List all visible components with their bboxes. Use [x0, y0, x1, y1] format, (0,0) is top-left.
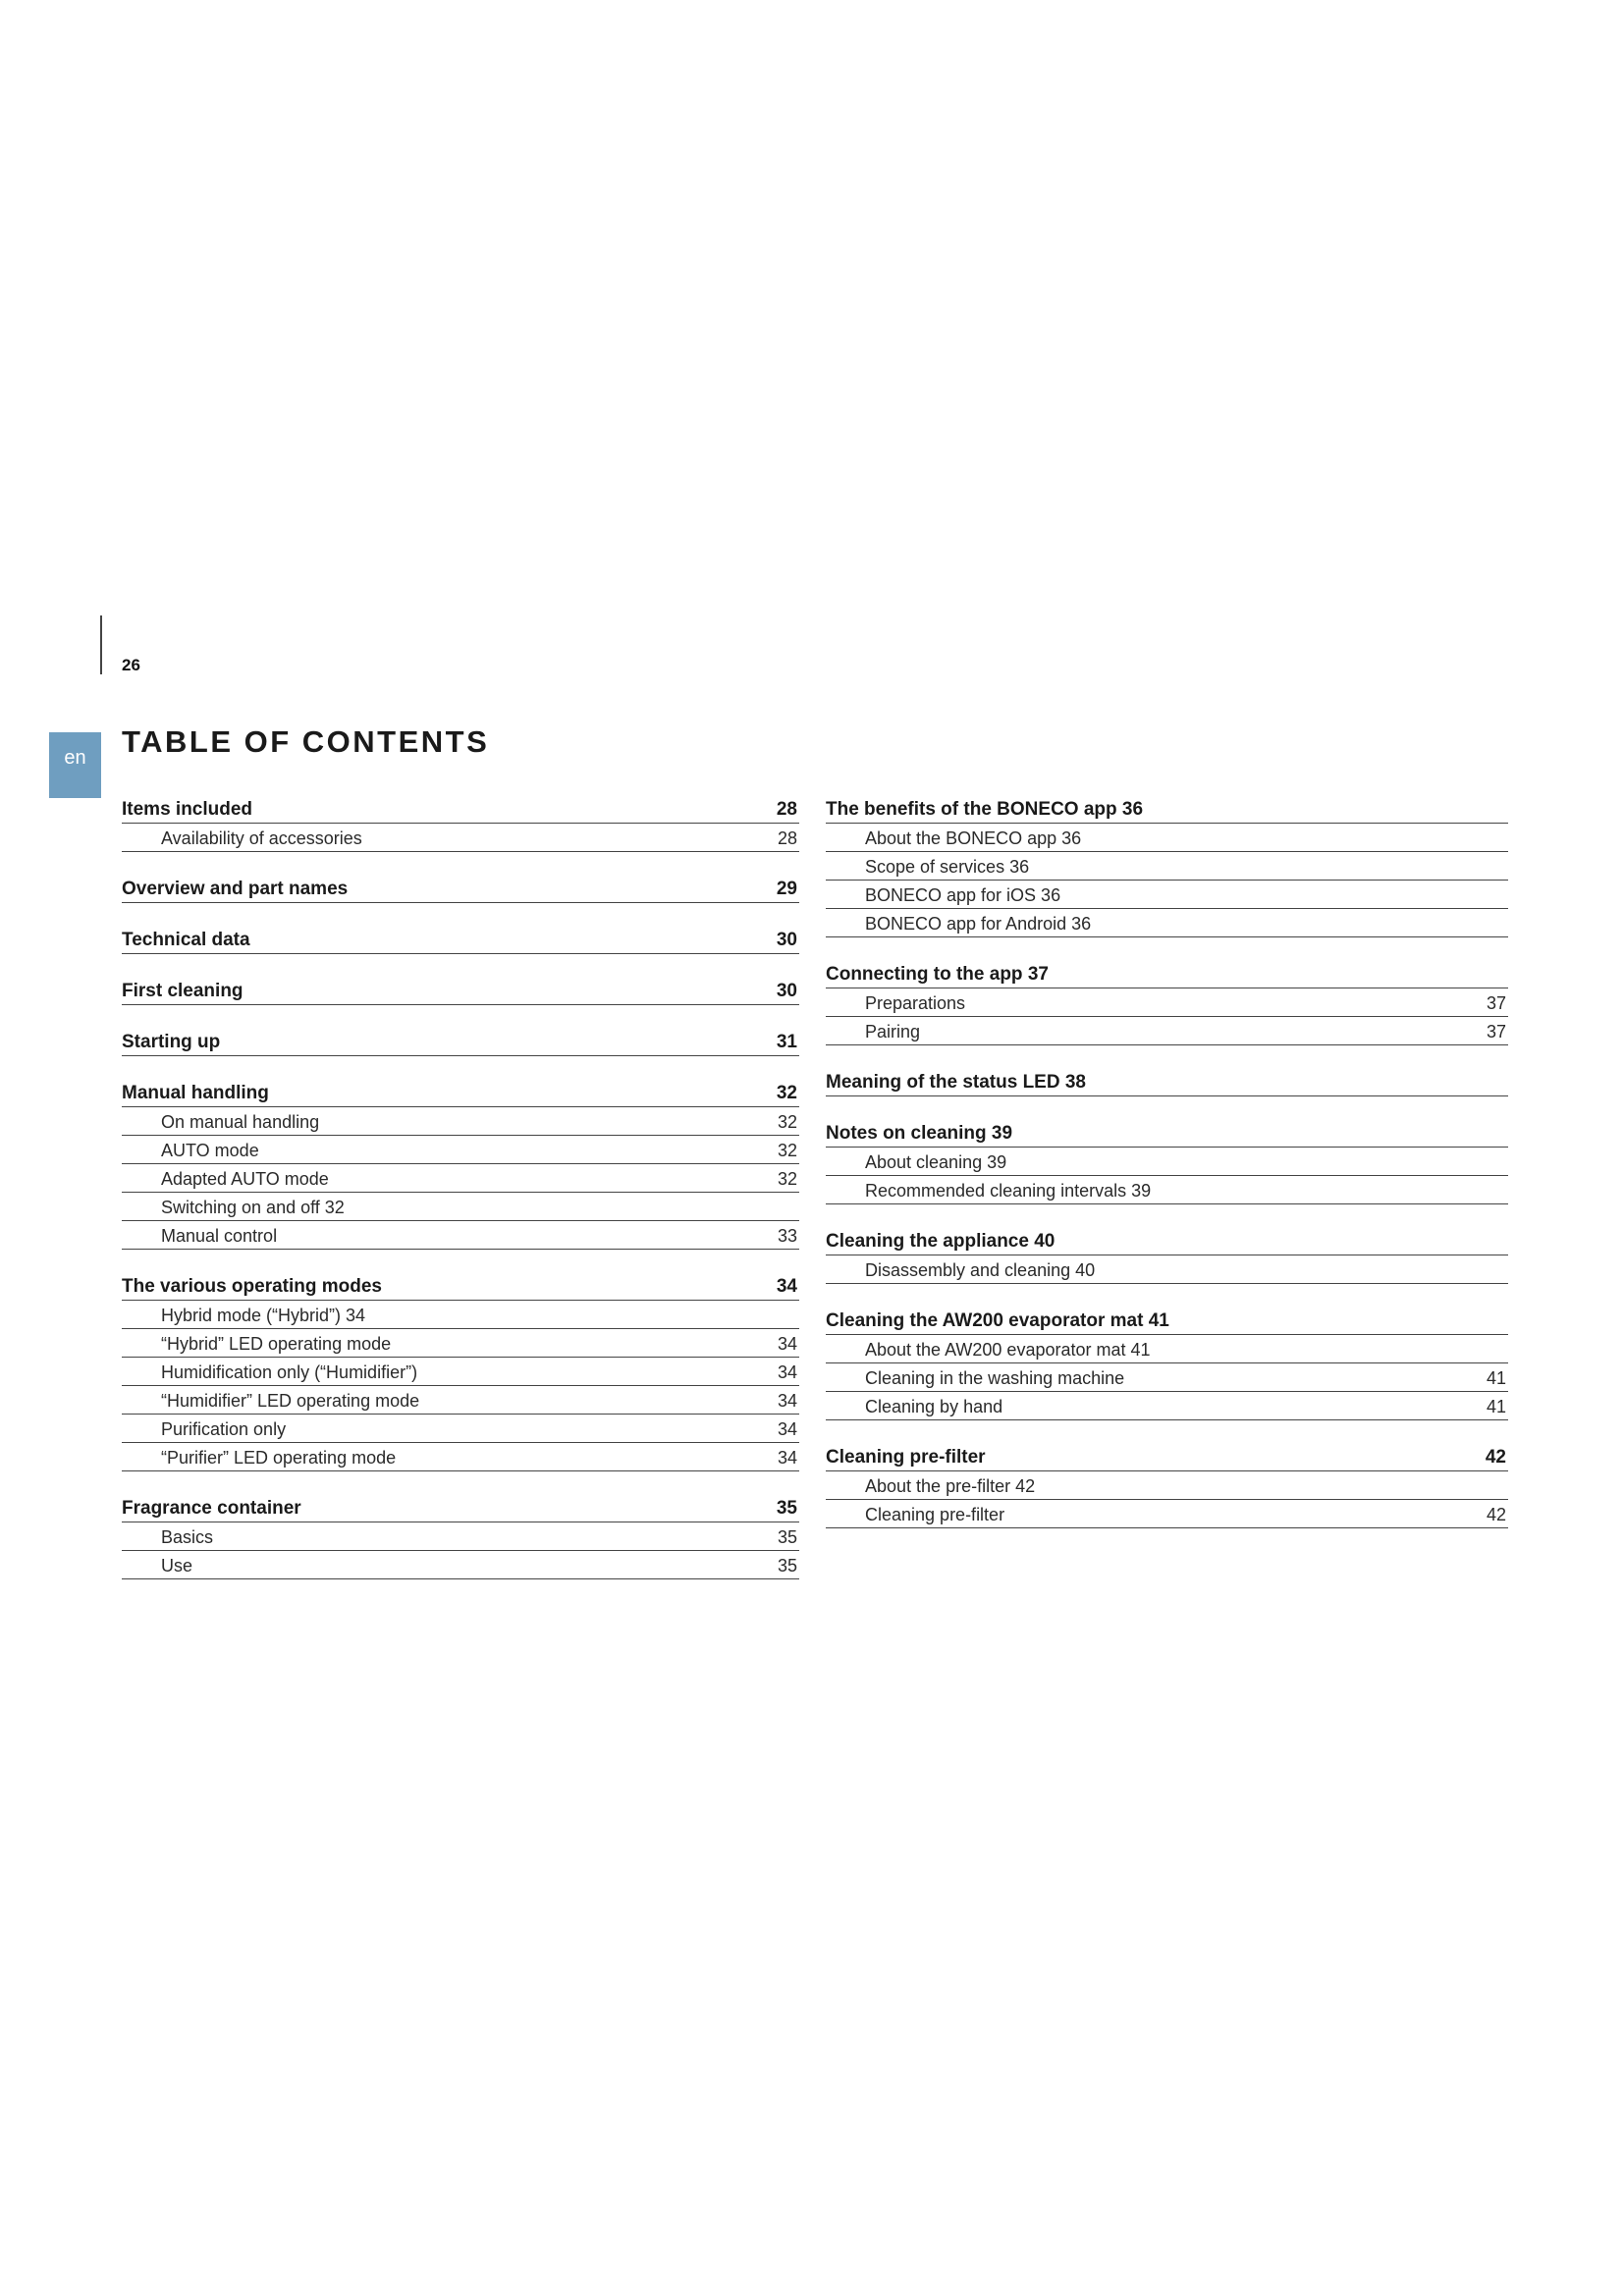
toc-section: [122, 1265, 799, 1471]
toc-subentry-page: 28: [777, 828, 797, 848]
toc-subentry[interactable]: [122, 1107, 799, 1136]
toc-left-column: [122, 788, 799, 1579]
page-margin-rule: [100, 615, 102, 674]
toc-section: [826, 1061, 1508, 1096]
toc-entry[interactable]: [122, 970, 799, 1005]
toc-entry-page: 28: [776, 799, 797, 820]
toc-entry-page: 34: [776, 1276, 797, 1297]
toc-subentry-page: 32: [777, 1112, 797, 1132]
toc-subentry-title: Use: [161, 1556, 193, 1575]
toc-subentry-title: About the pre-filter 42: [865, 1476, 1036, 1496]
section-gap: [122, 954, 799, 970]
toc-subentry[interactable]: [122, 1551, 799, 1579]
toc-entry[interactable]: [122, 788, 799, 824]
toc-subentry-title: Availability of accessories: [161, 828, 362, 848]
toc-subentry-title: Hybrid mode (“Hybrid”) 34: [161, 1306, 366, 1325]
section-gap: [122, 1471, 799, 1487]
toc-subentry-title: Cleaning pre-filter: [865, 1505, 1005, 1524]
toc-subentry-title: About the AW200 evaporator mat 41: [865, 1340, 1151, 1360]
toc-section: [826, 1436, 1508, 1528]
toc-subentry-page: 41: [1486, 1368, 1506, 1388]
toc-entry-title: Overview and part names: [122, 879, 349, 899]
toc-entry[interactable]: [826, 788, 1508, 824]
section-gap: [122, 1056, 799, 1072]
toc-subentry-title: BONECO app for iOS 36: [865, 885, 1061, 905]
section-gap: [826, 1284, 1508, 1300]
toc-subentry-page: 37: [1486, 1022, 1506, 1041]
section-gap: [826, 937, 1508, 953]
toc-section: [826, 1220, 1508, 1284]
toc-subentry[interactable]: [122, 1358, 799, 1386]
toc-subentry-page: 41: [1486, 1397, 1506, 1416]
toc-entry-page: 42: [1485, 1447, 1506, 1468]
toc-section: [122, 970, 799, 1005]
toc-subentry-title: Cleaning by hand: [865, 1397, 1003, 1416]
toc-subentry-title: Basics: [161, 1527, 214, 1547]
toc-subentry[interactable]: [826, 1176, 1508, 1204]
toc-subentry[interactable]: [122, 824, 799, 852]
toc-subentry-title: “Humidifier” LED operating mode: [161, 1391, 420, 1411]
toc-subentry[interactable]: [122, 1386, 799, 1415]
toc-subentry[interactable]: [826, 988, 1508, 1017]
toc-entry-title: The various operating modes: [122, 1276, 382, 1297]
toc-subentry[interactable]: [826, 852, 1508, 881]
toc-section: [122, 868, 799, 903]
section-gap: [826, 1045, 1508, 1061]
toc-entry-title: Cleaning the appliance 40: [826, 1231, 1056, 1252]
section-gap: [826, 1096, 1508, 1112]
toc-right-column: [826, 788, 1508, 1528]
toc-subentry-page: 32: [777, 1141, 797, 1160]
toc-entry-title: Cleaning pre-filter: [826, 1447, 986, 1468]
toc-subentry-title: Switching on and off 32: [161, 1198, 345, 1217]
toc-entry[interactable]: [122, 1265, 799, 1301]
toc-subentry[interactable]: [826, 824, 1508, 852]
toc-entry-title: Fragrance container: [122, 1498, 301, 1519]
toc-entry[interactable]: [122, 1487, 799, 1522]
toc-subentry-page: 32: [777, 1169, 797, 1189]
toc-subentry-title: About cleaning 39: [865, 1152, 1007, 1172]
toc-entry-page: 29: [776, 879, 797, 899]
section-gap: [122, 903, 799, 919]
toc-entry-page: 32: [776, 1083, 797, 1103]
toc-entry-title: First cleaning: [122, 981, 244, 1001]
toc-subentry[interactable]: [826, 1363, 1508, 1392]
toc-subentry-title: “Hybrid” LED operating mode: [161, 1334, 392, 1354]
toc-subentry[interactable]: [122, 1193, 799, 1221]
section-gap: [122, 852, 799, 868]
toc-subentry[interactable]: [122, 1136, 799, 1164]
toc-subentry[interactable]: [122, 1164, 799, 1193]
toc-subentry[interactable]: [826, 1392, 1508, 1420]
toc-subentry-page: 33: [777, 1226, 797, 1246]
page-number: 26: [122, 656, 140, 674]
language-tab: en: [49, 732, 101, 798]
toc-entry-title: Items included: [122, 799, 253, 820]
toc-section: [826, 788, 1508, 937]
toc-section: [122, 788, 799, 852]
toc-subentry-page: 34: [777, 1448, 797, 1468]
toc-subentry-page: 34: [777, 1334, 797, 1354]
toc-subentry-page: 34: [777, 1419, 797, 1439]
toc-subentry-title: “Purifier” LED operating mode: [161, 1448, 397, 1468]
toc-entry[interactable]: [826, 1112, 1508, 1148]
toc-subentry-title: Recommended cleaning intervals 39: [865, 1181, 1152, 1201]
toc-entry-page: 31: [776, 1032, 797, 1052]
toc-section: [826, 1300, 1508, 1420]
toc-subentry-page: 42: [1486, 1505, 1506, 1524]
toc-section: [122, 1487, 799, 1579]
toc-subentry-title: Adapted AUTO mode: [161, 1169, 329, 1189]
toc-subentry[interactable]: [826, 1335, 1508, 1363]
toc-subentry[interactable]: [826, 1471, 1508, 1500]
toc-subentry-title: About the BONECO app 36: [865, 828, 1082, 848]
toc-subentry-page: 35: [777, 1556, 797, 1575]
toc-subentry[interactable]: [826, 881, 1508, 909]
toc-entry-page: 35: [776, 1498, 797, 1519]
toc-section: [122, 1072, 799, 1250]
page-title: TABLE OF CONTENTS: [122, 724, 490, 759]
toc-subentry[interactable]: [826, 909, 1508, 937]
toc-entry-page: 30: [776, 981, 797, 1001]
toc-entry[interactable]: [122, 868, 799, 903]
toc-subentry-title: Preparations: [865, 993, 966, 1013]
toc-entry-title: The benefits of the BONECO app 36: [826, 799, 1144, 820]
toc-section: [122, 919, 799, 954]
toc-subentry[interactable]: [122, 1415, 799, 1443]
toc-subentry-title: Disassembly and cleaning 40: [865, 1260, 1096, 1280]
toc-entry-title: Manual handling: [122, 1083, 269, 1103]
toc-subentry-title: Purification only: [161, 1419, 287, 1439]
toc-subentry[interactable]: [826, 1500, 1508, 1528]
section-gap: [122, 1250, 799, 1265]
toc-subentry[interactable]: [122, 1301, 799, 1329]
toc-subentry-title: AUTO mode: [161, 1141, 259, 1160]
toc-section: [826, 953, 1508, 1045]
toc-subentry-title: Cleaning in the washing machine: [865, 1368, 1125, 1388]
toc-subentry-title: Humidification only (“Humidifier”): [161, 1362, 418, 1382]
toc-subentry-title: Manual control: [161, 1226, 278, 1246]
toc-entry[interactable]: [826, 1220, 1508, 1255]
toc-entry-page: 30: [776, 930, 797, 950]
toc-section: [826, 1112, 1508, 1204]
toc-subentry[interactable]: [122, 1329, 799, 1358]
toc-entry-title: Connecting to the app 37: [826, 964, 1049, 985]
toc-entry-title: Cleaning the AW200 evaporator mat 41: [826, 1310, 1169, 1331]
toc-subentry-title: Pairing: [865, 1022, 921, 1041]
toc-entry[interactable]: [826, 1061, 1508, 1096]
toc-section: [122, 1021, 799, 1056]
toc-entry[interactable]: [826, 1436, 1508, 1471]
toc-subentry[interactable]: [122, 1221, 799, 1250]
toc-entry[interactable]: [826, 1300, 1508, 1335]
toc-subentry-page: 35: [777, 1527, 797, 1547]
section-gap: [826, 1204, 1508, 1220]
toc-subentry[interactable]: [826, 1017, 1508, 1045]
toc-subentry[interactable]: [122, 1522, 799, 1551]
section-gap: [826, 1420, 1508, 1436]
toc-entry-title: Technical data: [122, 930, 250, 950]
toc-subentry[interactable]: [826, 1255, 1508, 1284]
section-gap: [122, 1005, 799, 1021]
toc-entry[interactable]: [122, 919, 799, 954]
toc-subentry-title: On manual handling: [161, 1112, 320, 1132]
toc-subentry-page: 34: [777, 1391, 797, 1411]
toc-subentry-title: Scope of services 36: [865, 857, 1030, 877]
toc-entry-title: Meaning of the status LED 38: [826, 1072, 1086, 1093]
toc-subentry-page: 34: [777, 1362, 797, 1382]
toc-entry-title: Starting up: [122, 1032, 221, 1052]
toc-entry[interactable]: [826, 953, 1508, 988]
toc-entry[interactable]: [122, 1072, 799, 1107]
toc-subentry-title: BONECO app for Android 36: [865, 914, 1092, 934]
toc-entry[interactable]: [122, 1021, 799, 1056]
toc-subentry-page: 37: [1486, 993, 1506, 1013]
toc-entry-title: Notes on cleaning 39: [826, 1123, 1013, 1144]
toc-subentry[interactable]: [122, 1443, 799, 1471]
toc-subentry[interactable]: [826, 1148, 1508, 1176]
